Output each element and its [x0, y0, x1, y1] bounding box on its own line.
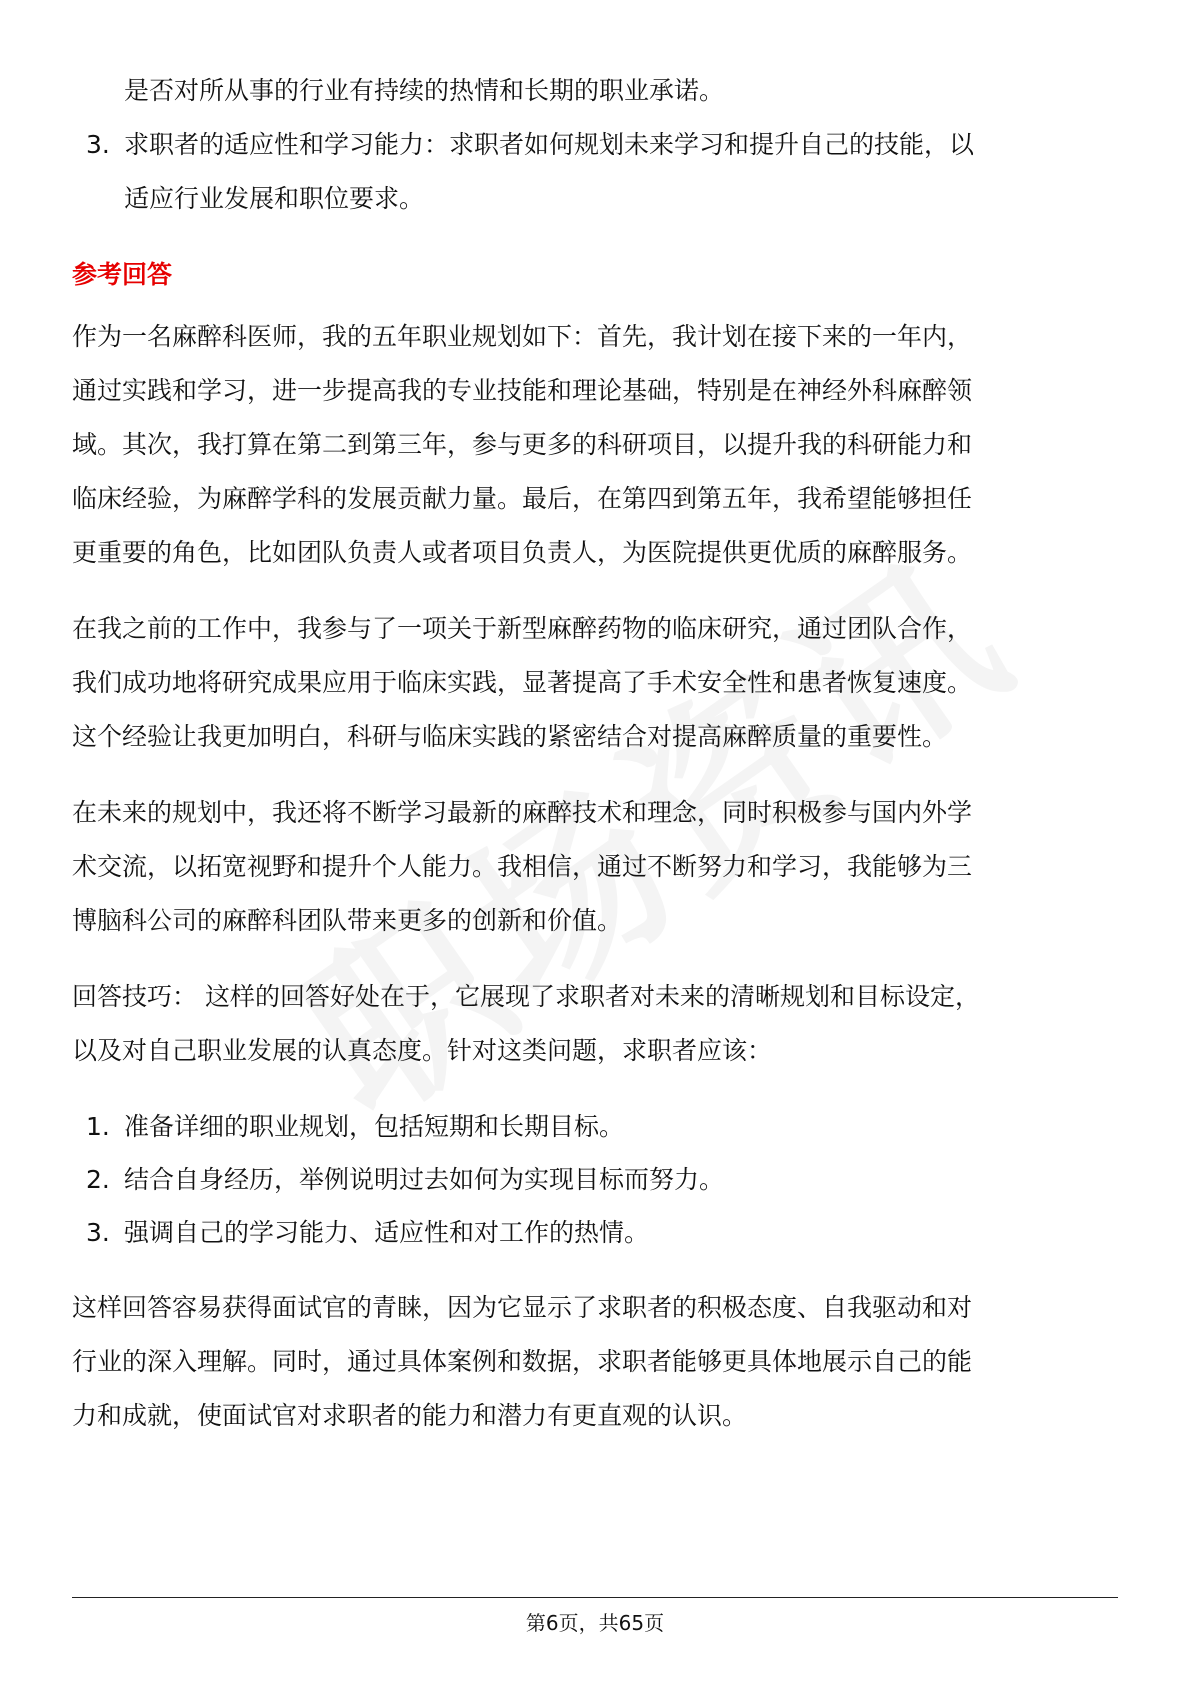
paragraph-line: 回答技巧： 这样的回答好处在于，它展现了求职者对未来的清晰规划和目标设定， — [72, 982, 980, 1011]
paragraph-line: 博脑科公司的麻醉科团队带来更多的创新和价值。 — [72, 906, 623, 935]
list-item — [72, 1100, 1122, 1153]
paragraph-line: 这个经验让我更加明白，科研与临床实践的紧密结合对提高麻醉质量的重要性。 — [72, 722, 948, 751]
answer-paragraph-2 — [72, 602, 1122, 764]
paragraph-line: 我们成功地将研究成果应用于临床实践，显著提高了手术安全性和患者恢复速度。 — [72, 668, 973, 697]
list-number: 3. — [86, 130, 110, 159]
paragraph-line: 通过实践和学习，进一步提高我的专业技能和理论基础，特别是在神经外科麻醉领 — [72, 376, 973, 405]
list-item-text: 结合自身经历，举例说明过去如何为实现目标而努力。 — [124, 1165, 725, 1194]
list-item-text-line: 求职者的适应性和学习能力：求职者如何规划未来学习和提升自己的技能，以 — [124, 130, 975, 159]
list-item — [72, 1153, 1122, 1206]
answer-paragraph-1 — [72, 310, 1122, 580]
paragraph-line: 在未来的规划中，我还将不断学习最新的麻醉技术和理念，同时积极参与国内外学 — [72, 798, 973, 827]
paragraph-line: 行业的深入理解。同时，通过具体案例和数据，求职者能够更具体地展示自己的能 — [72, 1347, 973, 1376]
list-item-continuation: 是否对所从事的行业有持续的热情和长期的职业承诺。 — [124, 76, 725, 105]
list-item — [72, 1206, 1122, 1259]
paragraph-line: 力和成就，使面试官对求职者的能力和潜力有更直观的认识。 — [72, 1401, 748, 1430]
list-item-text-line: 适应行业发展和职位要求。 — [124, 184, 425, 213]
list-number: 1. — [86, 1112, 110, 1141]
answer-paragraph-3 — [72, 786, 1122, 948]
paragraph-line: 在我之前的工作中，我参与了一项关于新型麻醉药物的临床研究，通过团队合作， — [72, 614, 973, 643]
paragraph-line: 以及对自己职业发展的认真态度。针对这类问题，求职者应该： — [72, 1036, 773, 1065]
list-number: 2. — [86, 1165, 110, 1194]
paragraph-line: 这样回答容易获得面试官的青睐，因为它显示了求职者的积极态度、自我驱动和对 — [72, 1293, 973, 1322]
closing-paragraph — [72, 1281, 1122, 1443]
tips-list — [72, 1100, 1122, 1259]
tips-paragraph — [72, 970, 1122, 1078]
paragraph-line: 更重要的角色，比如团队负责人或者项目负责人，为医院提供更优质的麻醉服务。 — [72, 538, 973, 567]
paragraph-line: 临床经验，为麻醉学科的发展贡献力量。最后，在第四到第五年，我希望能够担任 — [72, 484, 973, 513]
footer-divider — [72, 1597, 1118, 1598]
paragraph-line: 术交流，以拓宽视野和提升个人能力。我相信，通过不断努力和学习，我能够为三 — [72, 852, 973, 881]
list-item-text: 强调自己的学习能力、适应性和对工作的热情。 — [124, 1218, 650, 1247]
list-item-text: 准备详细的职业规划，包括短期和长期目标。 — [124, 1112, 625, 1141]
list-item — [72, 118, 1122, 226]
page-content — [72, 64, 1122, 1443]
list-number: 3. — [86, 1218, 110, 1247]
section-heading: 参考回答 — [72, 260, 173, 289]
paragraph-line: 域。其次，我打算在第二到第三年，参与更多的科研项目，以提升我的科研能力和 — [72, 430, 973, 459]
page-number: 第6页，共65页 — [525, 1611, 665, 1635]
paragraph-line: 作为一名麻醉科医师，我的五年职业规划如下：首先，我计划在接下来的一年内， — [72, 322, 973, 351]
